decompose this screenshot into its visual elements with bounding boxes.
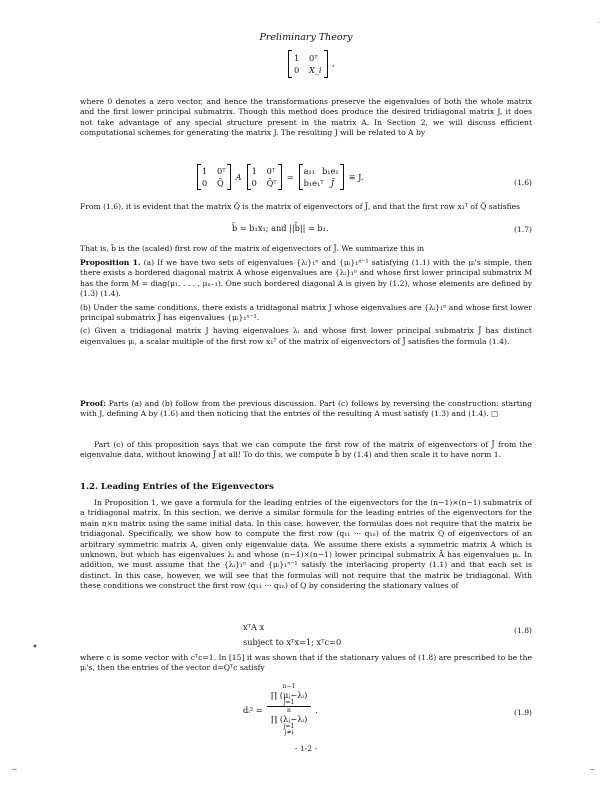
matrix-A-symbol: A (235, 172, 242, 182)
matrix-cell: 0ᵀ (217, 166, 226, 176)
matrix-cell: X_i (309, 65, 322, 75)
matrix-cell: 0ᵀ (266, 166, 276, 176)
denominator-product: ∏ (λⱼ−λᵢ) (270, 714, 308, 724)
page-number: - 1-2 - (294, 744, 318, 753)
section-heading: 1.2. Leading Entries of the Eigenvectors (80, 482, 274, 492)
proof-text: Parts (a) and (b) follow from the previous discussion. Part (c) follows by reversing the construction: starting with J, defining A by (1.6) and then noticing that the entries of the resulting A must satisfy (1.3) and (1.4). (80, 399, 533, 419)
equation-end: . (315, 705, 318, 715)
proposition-part-c: (c) Given a tridiagonal matrix J having eigenvalues λᵢ and whose first lower principal submatrix J̄ has distinct eigenvalues μᵢ, a scalar multiple of the first row x₁ᵀ of the matrix of eigenvectors of J̄ satisfies the formula (1.4). (80, 326, 532, 346)
product-lower-limit: j=1 (283, 723, 295, 730)
matrix-cell: 1 (202, 166, 208, 176)
product-upper-limit: n−1 (282, 683, 296, 690)
paragraph-from: From (1.6), it is evident that the matrix Q̄ is the matrix of eigenvectors of J̄, and that the first row x₁ᵀ of Q̄ satisfies (80, 202, 521, 211)
equation-number-1-8: (1.8) (513, 626, 532, 635)
proof-label: Proof: (80, 399, 106, 408)
equation-number-1-7: (1.7) (513, 225, 532, 234)
matrix-cell: 1 (294, 53, 300, 63)
equation-number-1-9: (1.9) (513, 708, 532, 717)
matrix-cell: 0 (202, 178, 208, 188)
paragraph-that-is: That is, b̄ is the (scaled) first row of the matrix of eigenvectors of J̄. We summarize this in (80, 244, 425, 253)
proposition-part-b: (b) Under the same conditions, there exists a tridiagonal matrix J whose eigenvalues are {λᵢ}₁ⁿ and whose first lower principal submatrix J̄ has eigenvalues {μᵢ}₁ⁿ⁻¹. (80, 302, 532, 323)
paragraph-where: where 0 denotes a zero vector, and hence the transformations preserve the eigenvalues of both the whole matrix and the first lower principal submatrix. Though this method does produce the desired tridiagonal matrix J, it does not take advantage of any special structure present in the matrix A. In Section 2, we will discuss efficient computational schemes for generating the matrix J. The resulting J will be related to A by (80, 97, 532, 138)
matrix-cell: b₁e₁ (322, 166, 339, 176)
proposition-label: Proposition 1. (80, 258, 141, 267)
matrix-cell: b₁e₁ᵀ (303, 178, 324, 188)
equation-1-8-constraint: subject to xᵀx=1; xᵀc=0 (243, 637, 342, 647)
matrix-cell: Q̄ (217, 178, 224, 188)
scan-mark: – (12, 764, 17, 775)
block-matrix-top: 1 0ᵀ 0 X_i , (288, 50, 335, 78)
equation-tail: ≡ J. (348, 172, 364, 182)
matrix-cell: a₁₁ (303, 166, 316, 176)
matrix-cell: Q̄ᵀ (266, 178, 277, 188)
equals-sign: = (286, 172, 294, 182)
numerator-product: ∏ (μⱼ−λᵢ) (270, 690, 308, 700)
equation-1-7: b̄ = b₁x₁; and ||b̄|| = b₁. (232, 223, 329, 233)
matrix-cell: J̄ (330, 178, 334, 188)
qed-symbol: □ (491, 409, 499, 419)
proposition-part-a: (a) If we have two sets of eigenvalues {λᵢ}₁ⁿ and {μᵢ}₁ⁿ⁻¹ satisfying (1.1) with the μᵢ's simple, then there exists a bordered diagonal matrix A whose eigenvalues are {λᵢ}₁ⁿ and whose first lower principal submatrix M has the form M = diag(μ₁, . . . , μₙ₋₁). One such bordered diagonal A is given by (1.2), whose elements are defined by (1.3) (1.4). (80, 258, 532, 299)
equation-number-1-6: (1.6) (513, 178, 532, 187)
scan-mark: – (590, 764, 595, 775)
running-head: Preliminary Theory (259, 32, 353, 43)
proof (80, 399, 532, 420)
paragraph-part-c: Part (c) of this proposition says that we can compute the first row of the matrix of eigenvectors of J̄ from the eigenvalue data, without knowing J̄ at all! To do this, we compute b̄ by (1.4) and then scale it to have norm 1. (80, 440, 532, 460)
scan-mark: · (598, 20, 600, 27)
paragraph-where-c: where c is some vector with cᵀc=1. In [15] it was shown that if the stationary values of (1.8) are prescribed to be the μᵢ's, then the entries of the vector d=Qᵀc satisfy (80, 653, 532, 673)
scan-mark: • (32, 642, 38, 653)
equation-1-6 (197, 164, 363, 190)
paragraph-section-1-2: In Proposition 1, we gave a formula for the leading entries of the eigenvectors for the (n−1)×(n−1) submatrix of a tridiagonal matrix. In this section, we derive a similar formula for the leading entries of the eigenvectors for the main n×n matrix using the same initial data. In this case, however, the formulas does not require that the matrix be tridiagonal. Specifically, we show how to compute the first row (q₁₁ ··· q₁ₙ) of the matrix Q of eigenvectors of an arbitrary symmetric matrix A, given only eigenvalue data. We assume there exists a symmetric matrix A which is unknown, but which has eigenvalues λᵢ and whose (n−1)×(n−1) lower principal submatrix Ā has eigenvalues μᵢ. In addition, we must assume that the {λᵢ}₁ⁿ and {μᵢ}₁ⁿ⁻¹ satisfy the interlacing property (1.1) and that each set is distinct. In this case, however, we will see that the formulas will not require that the matrix be tridiagonal. With these conditions we construct the first row (q₁₁ ··· q₁ₙ) of Q by considering the stationary values of (80, 498, 532, 591)
proposition-1 (80, 258, 532, 347)
equation-1-8-objective: xᵀA x (243, 622, 265, 632)
product-exclusion: j≠i (284, 729, 294, 736)
fraction (267, 684, 312, 736)
equation-lhs: dᵢ² = (243, 705, 263, 715)
matrix-cell: 0ᵀ (309, 53, 318, 63)
matrix-cell: 0 (251, 178, 257, 188)
product-upper-limit: n (287, 707, 291, 714)
matrix-cell: 0 (294, 65, 300, 75)
product-lower-limit: j=1 (283, 699, 295, 706)
matrix-cell: 1 (251, 166, 257, 176)
equation-1-9 (243, 684, 318, 736)
